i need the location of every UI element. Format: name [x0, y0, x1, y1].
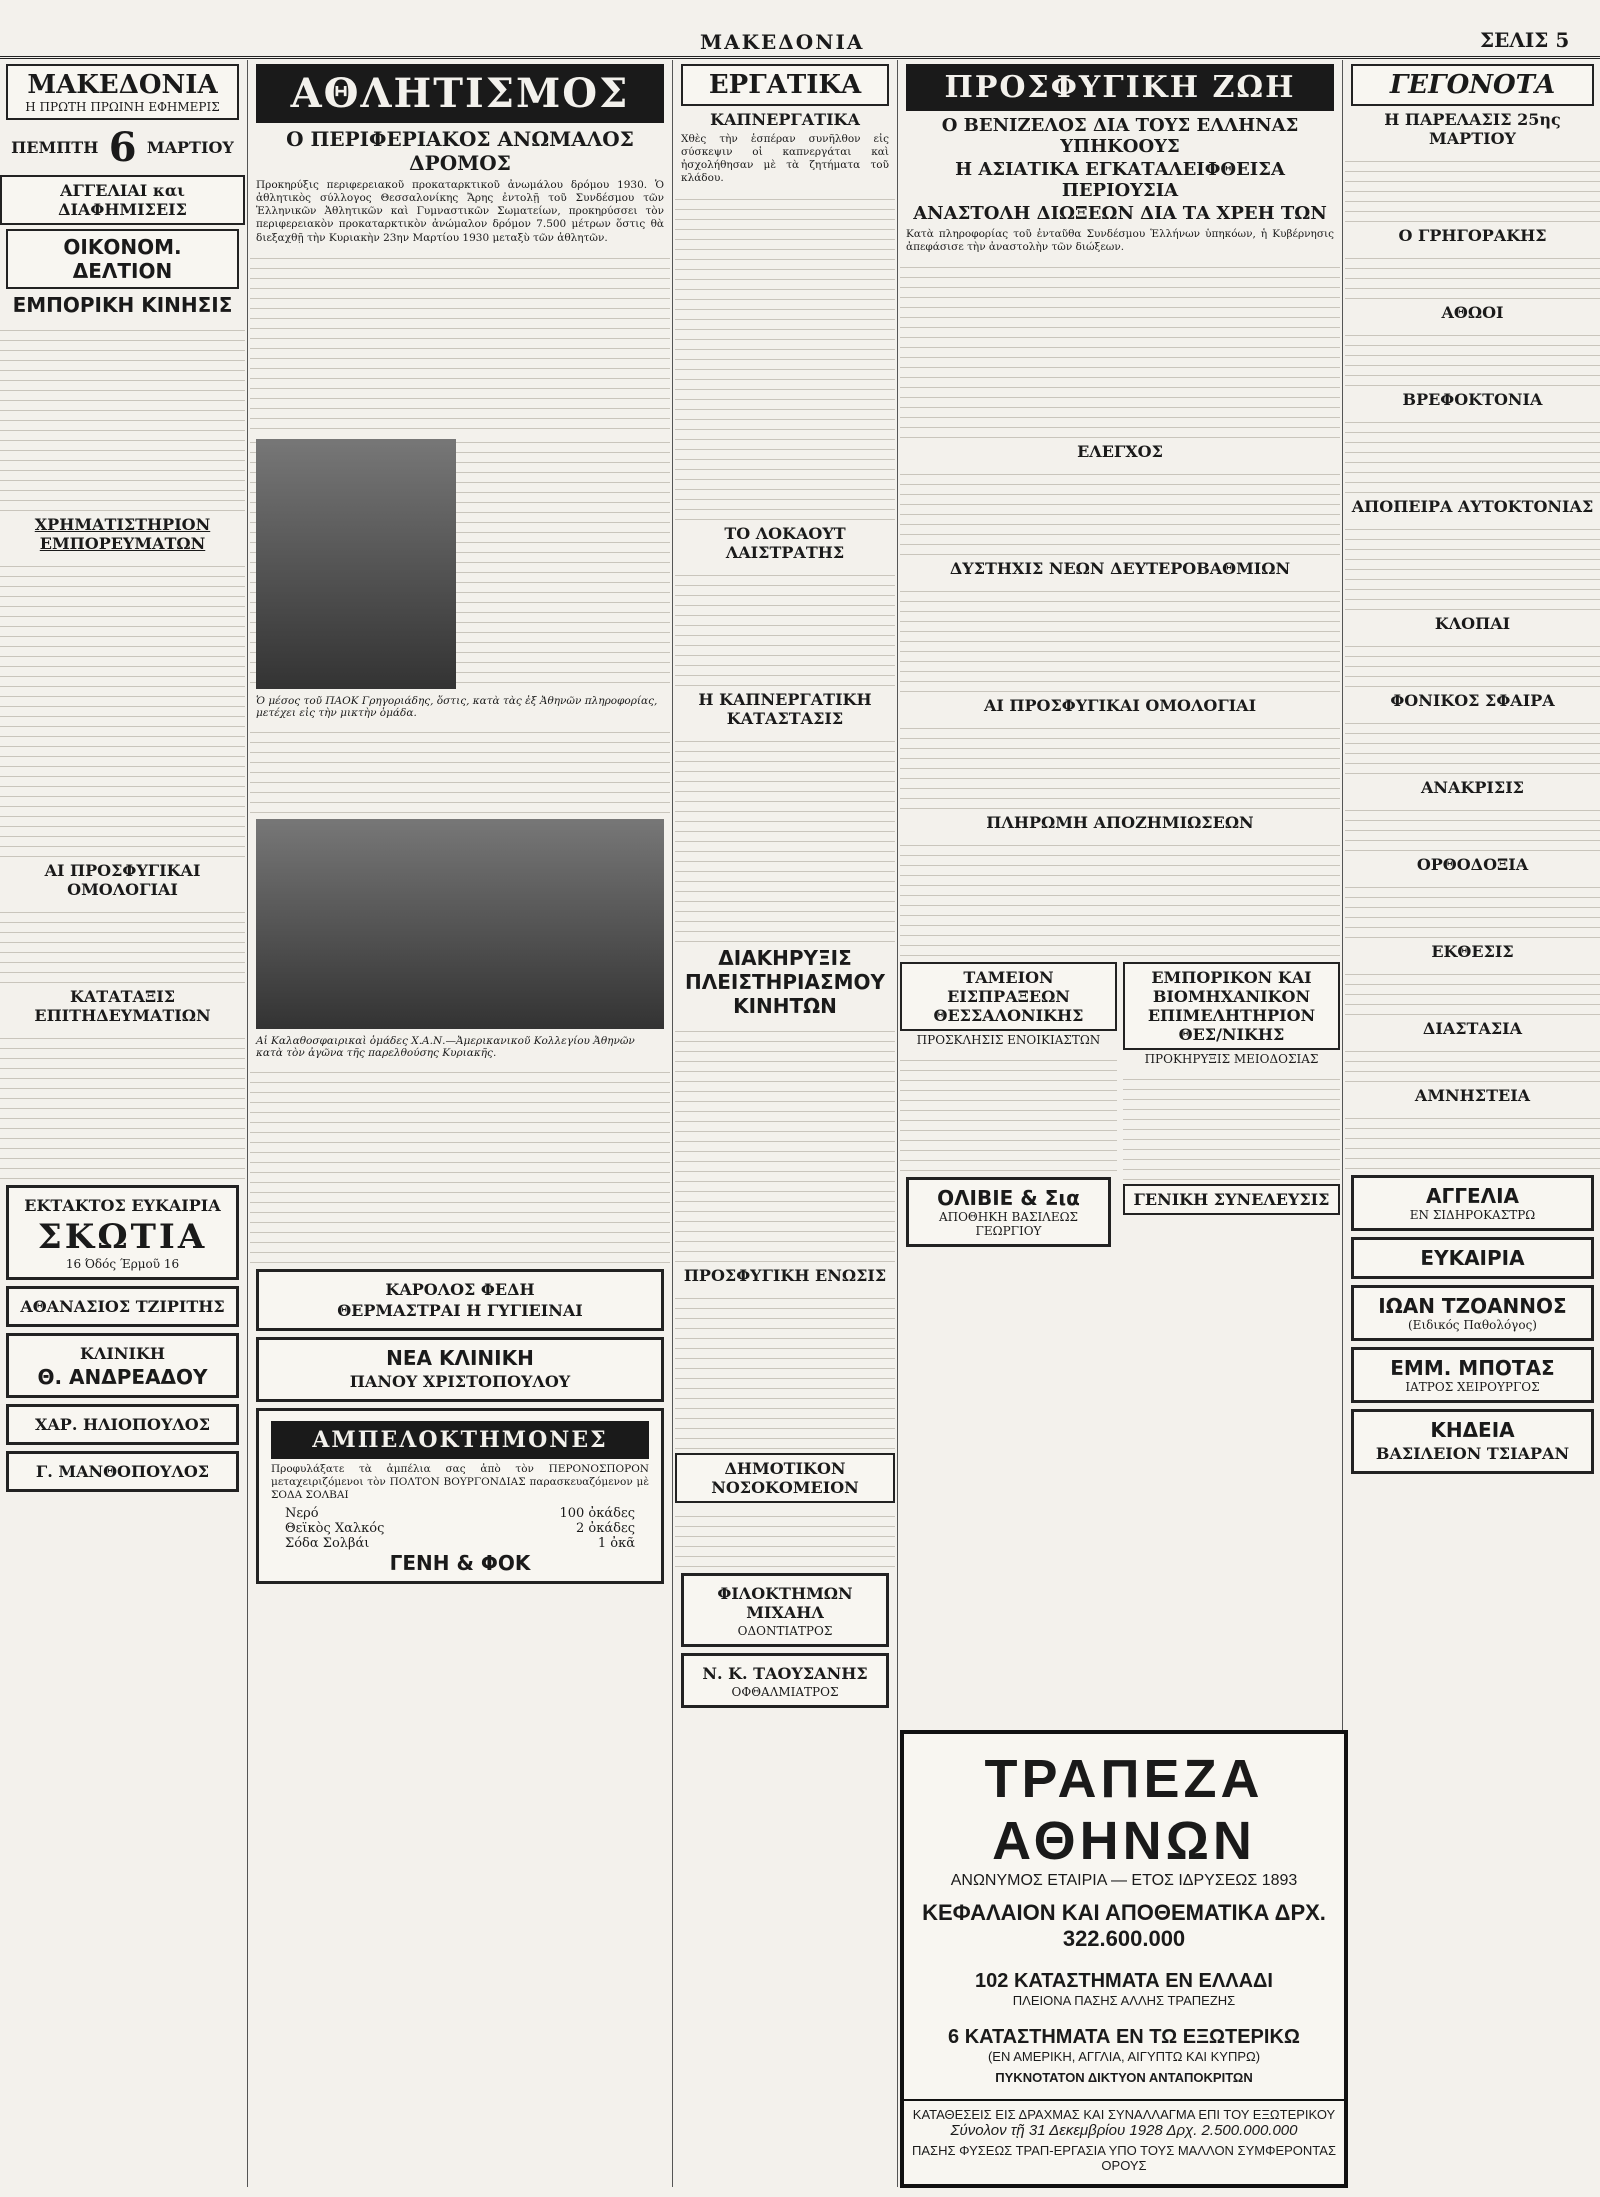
compensation-heading: ΠΛΗΡΩΜΗ ΑΠΟΖΗΜΙΩΣΕΩΝ	[986, 813, 1254, 833]
body-text	[0, 903, 245, 983]
recipe-value: 2 ὀκάδες	[576, 1521, 635, 1536]
treasury-heading: ΤΑΜΕΙΟΝ ΕΙΣΠΡΑΞΕΩΝ ΘΕΣΣΑΛΟΝΙΚΗΣ	[900, 962, 1117, 1031]
body-text	[1345, 520, 1600, 610]
funeral-name: ΒΑΣΙΛΕΙΟΝ ΤΣΙΑΡΑΝ	[1375, 1444, 1570, 1463]
olivie-name: ΟΛΙΒΙΕ & Σια	[937, 1186, 1080, 1211]
recipe-value: 1 ὀκᾶ	[597, 1536, 635, 1551]
bank-footer: ΠΑΣΗΣ ΦΥΣΕΩΣ ΤΡΑΠ-ΕΡΓΑΣΙΑ ΥΠΟ ΤΟΥΣ ΜΑΛΛΟΝ ΣΥΜΦΕΡΟΝΤΑΣ ΟΡΟΥΣ	[912, 2143, 1336, 2173]
bank-advertisement	[900, 1730, 1348, 2188]
body-text	[675, 566, 895, 686]
funeral-notice	[1351, 1409, 1594, 1474]
body-text	[250, 1063, 670, 1263]
player-photo	[256, 439, 456, 689]
body-text	[675, 190, 895, 520]
body-text	[1345, 878, 1600, 938]
labor-section-title: ΕΡΓΑΤΙΚΑ	[681, 64, 889, 106]
body-text	[675, 1289, 895, 1449]
tzoannos-role: (Ειδικός Παθολόγος)	[1408, 1318, 1537, 1332]
bonds-heading: ΑΙ ΠΡΟΣΦΥΓΙΚΑΙ ΟΜΟΛΟΓΙΑΙ	[983, 696, 1257, 716]
bank-deposits: ΚΑΤΑΘΕΣΕΙΣ ΕΙΣ ΔΡΑΧΜΑΣ ΚΑΙ ΣΥΝΑΛΛΑΓΜΑ ΕΠΙ ΤΟΥ ΕΞΩΤΕΡΙΚΟΥ	[904, 2099, 1344, 2122]
labor-subheading: ΚΑΠΝΕΡΓΑΤΙΚΑ	[710, 110, 860, 129]
article-body: Κατὰ πληροφορίας τοῦ ἐνταῦθα Συνδέσμου Ἑλλήνων ὑπηκόων, ἡ Κυβέρνησις ἀπεφάσισε τὴν ἀναστολὴν τῶν διώξεων.	[906, 228, 1334, 254]
michael-role: ΟΔΟΝΤΙΑΤΡΟΣ	[737, 1623, 833, 1638]
column-2	[250, 60, 670, 2187]
bank-branches-greece-sub: ΠΛΕΙΟΝΑ ΠΑΣΗΣ ΑΛΛΗΣ ΤΡΑΠΕΖΗΣ	[1012, 1993, 1236, 2008]
bank-branches-greece: 102 ΚΑΤΑΣΤΗΜΑΤΑ ΕΝ ΕΛΛΑΔΙ	[975, 1970, 1273, 1992]
body-text	[1345, 1042, 1600, 1082]
event-heading: ΦΟΝΙΚΟΣ ΣΦΑΙΡΑ	[1390, 691, 1555, 710]
event-heading: ΚΛΟΠΑΙ	[1434, 614, 1511, 633]
body-text	[900, 836, 1340, 956]
dentist-name: ΑΘΑΝΑΣΙΟΣ ΤΖΙΡΙΤΗΣ	[20, 1297, 225, 1316]
body-text	[900, 582, 1340, 692]
bank-title: ΤΡΑΠΕΖΑ ΑΘΗΝΩΝ	[984, 1749, 1264, 1871]
tobacco-heading: Η ΚΑΠΝΕΡΓΑΤΙΚΗ ΚΑΤΑΣΤΑΣΙΣ	[698, 689, 872, 728]
recipe-item: Σόδα Σολβάι	[285, 1536, 370, 1551]
ad-main: ΣΚΩΤΙΑ	[37, 1217, 208, 1257]
vine-recipe	[265, 1506, 655, 1551]
mpotas-name: ΕΜΜ. ΜΠΟΤΑΣ	[1390, 1356, 1555, 1380]
event-heading: ΕΚΘΕΣΙΣ	[1431, 942, 1514, 961]
column-divider	[247, 60, 248, 2187]
chamber-notice	[1123, 960, 1340, 1253]
event-heading: Η ΠΑΡΕΛΑΣΙΣ 25ης ΜΑΡΤΙΟΥ	[1384, 110, 1561, 148]
doctor-name: ΧΑΡ. ΗΛΙΟΠΟΥΛΟΣ	[34, 1415, 211, 1434]
tzoannos-name: ΙΩΑΝ ΤΖΟΑΝΝΟΣ	[1378, 1294, 1567, 1318]
taousanis-role: ΟΦΘΑΛΜΙΑΤΡΟΣ	[731, 1684, 839, 1699]
recipe-item: Θεϊκὸς Χαλκός	[285, 1521, 385, 1536]
notices-row	[900, 960, 1340, 1253]
column-5	[1345, 60, 1600, 2187]
body-text	[675, 732, 895, 942]
chamber-sub: ΠΡΟΚΗΡΥΞΙΣ ΜΕΙΟΔΟΣΙΑΣ	[1144, 1052, 1319, 1067]
bank-branches-abroad-sub: (ΕΝ ΑΜΕΡΙΚΗ, ΑΓΓΛΙΑ, ΑΙΓΥΠΤΩ ΚΑΙ ΚΥΠΡΩ)	[987, 2049, 1261, 2064]
opportunity-title: ΕΥΚΑΙΡΙΑ	[1420, 1246, 1525, 1270]
column-1	[0, 60, 245, 2187]
refugee-life-title: ΠΡΟΣΦΥΓΙΚΗ ΖΩΗ	[906, 64, 1334, 111]
body-text	[0, 1029, 245, 1179]
event-heading: ΑΠΟΠΕΙΡΑ ΑΥΤΟΚΤΟΝΙΑΣ	[1351, 497, 1594, 516]
body-text	[1345, 152, 1600, 222]
body-text	[1345, 801, 1600, 851]
body-text	[250, 723, 670, 813]
general-assembly: ΓΕΝΙΚΗ ΣΥΝΕΛΕΥΣΙΣ	[1123, 1184, 1340, 1215]
bank-total: Σύνολον τῇ 31 Δεκεμβρίου 1928 Δρχ. 2.500.000.000	[950, 2122, 1298, 2139]
dateline	[6, 124, 239, 171]
body-text	[675, 1022, 895, 1262]
event-heading: ΑΘΩΟΙ	[1441, 303, 1504, 322]
notice-sub: ΕΝ ΣΙΔΗΡΟΚΑΣΤΡΩ	[1409, 1208, 1536, 1222]
nea-clinic-ad	[256, 1337, 664, 1402]
clinic-name: Θ. ΑΝΔΡΕΑΔΟΥ	[37, 1365, 208, 1389]
body-text	[900, 719, 1340, 809]
body-text	[1345, 326, 1600, 386]
event-heading: ΑΜΝΗΣΤΕΙΑ	[1414, 1086, 1531, 1105]
control-heading: ΕΛΕΓΧΟΣ	[1077, 442, 1163, 462]
michael-ad	[681, 1573, 889, 1647]
taousanis-ad	[681, 1653, 889, 1708]
funeral-title: ΚΗΔΕΙΑ	[1430, 1418, 1515, 1442]
chamber-heading: ΕΜΠΟΡΙΚΟΝ ΚΑΙ ΒΙΟΜΗΧΑΝΙΚΟΝ ΕΠΙΜΕΛΗΤΗΡΙΟΝ ΘΕΣ/ΝΙΚΗΣ	[1123, 962, 1340, 1050]
paper-subtitle: Η ΠΡΩΤΗ ΠΡΩΙΝΗ ΕΦΗΜΕΡΙΣ	[25, 100, 220, 114]
exchange-heading: ΧΡΗΜΑΤΙΣΤΗΡΙΟΝ ΕΜΠΟΡΕΥΜΑΤΩΝ	[34, 515, 211, 553]
karolos-title: ΚΑΡΟΛΟΣ ΦΕΔΗ	[385, 1279, 535, 1299]
ads-box: ΑΓΓΕΛΙΑΙ και ΔΙΑΦΗΜΙΣΕΙΣ	[0, 175, 245, 225]
event-heading: ΒΡΕΦΟΚΤΟΝΙΑ	[1402, 390, 1543, 409]
secondary-heading: ΔΥΣΤΗΧΙΣ ΝΕΩΝ ΔΕΥΤΕΡΟΒΑΘΜΙΩΝ	[949, 559, 1291, 579]
surgeon-name: Γ. ΜΑΝΘΟΠΟΥΛΟΣ	[35, 1462, 210, 1481]
event-heading: ΑΝΑΚΡΙΣΙΣ	[1421, 778, 1524, 797]
vine-text: Προφυλάξατε τὰ ἀμπέλια σας ἀπὸ τὸν ΠΕΡΟΝΟΣΠΟΡΟΝ μεταχειριζόμενοι τὸν ΠΟΛΤΟΝ ΒΟΥΡΓΟΝΔΙΑΣ παρασκευαζόμενον μὲ ΣΟΔΑ ΣΟΛΒΑΙ	[271, 1462, 649, 1501]
karolos-sub: ΘΕΡΜΑΣΤΡΑΙ Η ΓΥΓΙΕΙΝΑΙ	[337, 1300, 583, 1320]
lockout-heading: ΤΟ ΛΟΚΑΟΥΤ ΛΑΙΣΤΡΑΤΗΣ	[724, 523, 846, 562]
month: ΜΑΡΤΙΟΥ	[146, 138, 234, 157]
surgeon-ad	[6, 1451, 239, 1492]
recipe-item: Νερό	[285, 1506, 319, 1521]
column-divider	[672, 60, 673, 2187]
team-caption: Αἱ Καλαθοσφαιρικαὶ ὁμάδες Χ.Α.Ν.—Ἀμερικανικοῦ Κολλεγίου Ἀθηνῶν κατὰ τὸν ἀγῶνα τῆς παρελθούσης Κυριακῆς.	[256, 1034, 635, 1059]
body-text	[900, 465, 1340, 555]
clinic-ad	[6, 1333, 239, 1398]
headline-2: Η ΑΣΙΑΤΙΚΑ ΕΓΚΑΤΑΛΕΙΦΘΕΙΣΑ ΠΕΡΙΟΥΣΙΑ	[955, 159, 1285, 201]
olivie-sub: ΑΠΟΘΗΚΗ ΒΑΣΙΛΕΩΣ ΓΕΩΡΓΙΟΥ	[938, 1210, 1079, 1239]
body-text	[1345, 1109, 1600, 1169]
notice-title: ΑΓΓΕΛΙΑ	[1425, 1184, 1520, 1208]
body-text	[900, 258, 1340, 438]
notice-ad	[1351, 1175, 1594, 1231]
refugee-union-heading: ΠΡΟΣΦΥΓΙΚΗ ΕΝΩΣΙΣ	[683, 1265, 887, 1285]
body-text	[1345, 965, 1600, 1015]
vine-ad	[256, 1408, 664, 1584]
event-heading: ΔΙΑΣΤΑΣΙΑ	[1422, 1019, 1523, 1038]
body-text	[0, 557, 245, 857]
nea-clinic-doctor: ΠΑΝΟΥ ΧΡΙΣΤΟΠΟΥΛΟΥ	[349, 1371, 571, 1391]
running-masthead: ΜΑΚΕΔΟΝΙΑ	[700, 30, 865, 54]
bank-sub: ΑΝΩΝΥΜΟΣ ΕΤΑΙΡΙΑ — ΕΤΟΣ ΙΔΡΥΣΕΩΣ 1893	[950, 1872, 1298, 1889]
nea-clinic-title: ΝΕΑ ΚΛΙΝΙΚΗ	[386, 1345, 534, 1370]
body-text	[675, 1507, 895, 1567]
olivie-ad	[906, 1177, 1111, 1247]
tzoannos-ad	[1351, 1285, 1594, 1341]
body-text	[1123, 1070, 1340, 1180]
sports-headline: Ο ΠΕΡΙΦΕΡΙΑΚΟΣ ΑΝΩΜΑΛΟΣ ΔΡΟΜΟΣ	[286, 127, 634, 175]
body-text	[1345, 249, 1600, 299]
column-3	[675, 60, 895, 2187]
karolos-ad	[256, 1269, 664, 1331]
hospital-heading: ΔΗΜΟΤΙΚΟΝ ΝΟΣΟΚΟΜΕΙΟΝ	[675, 1453, 895, 1503]
event-heading: ΟΡΘΟΔΟΞΙΑ	[1416, 855, 1529, 874]
tender-heading: ΔΙΑΚΗΡΥΞΙΣ ΠΛΕΙΣΤΗΡΙΑΣΜΟΥ ΚΙΝΗΤΩΝ	[685, 945, 885, 1018]
mpotas-ad	[1351, 1347, 1594, 1403]
body-text	[1345, 413, 1600, 493]
event-heading: Ο ΓΡΗΓΟΡΑΚΗΣ	[1398, 226, 1547, 245]
headline-3: ΑΝΑΣΤΟΛΗ ΔΙΩΞΕΩΝ ΔΙΑ ΤΑ ΧΡΕΗ ΤΩΝ	[913, 203, 1327, 224]
professions-heading: ΚΑΤΑΤΑΞΙΣ ΕΠΙΤΗΔΕΥΜΑΤΙΩΝ	[34, 987, 211, 1025]
column-divider	[897, 60, 898, 2187]
body-text	[250, 249, 670, 429]
team-photo	[256, 819, 664, 1029]
weekday: ΠΕΜΠΤΗ	[11, 138, 99, 157]
ad-top: ΕΚΤΑΚΤΟΣ ΕΥΚΑΙΡΙΑ	[24, 1196, 221, 1215]
body-text	[1345, 714, 1600, 774]
page-number: ΣΕΛΙΣ 5	[1480, 28, 1570, 52]
day-number: 6	[108, 124, 137, 171]
sports-body: Προκηρύξις περιφερειακοῦ προκαταρκτικοῦ ἀνωμάλου δρόμου 1930. Ὁ ἀθλητικὸς σύλλογος Θεσσαλονίκης Ἄρης ἐντολῇ τοῦ Συνδέσμου τῶν Ἑλληνικῶν Ἀθλητικῶν καὶ Γυμναστικῶν Σωματείων, προκηρύσσει τὸν περιφερειακὸν προκαταρκτικὸν ἀνώμαλον δρόμον 7.500 μέτρων ὅστις θὰ διεξαχθῇ τὴν Κυριακὴν 23ην Μαρτίου 1930 μεταξὺ τῶν ἀθλητῶν.	[256, 179, 664, 244]
trade-heading: ΕΜΠΟΡΙΚΗ ΚΙΝΗΣΙΣ	[12, 293, 233, 317]
body-text	[900, 1051, 1117, 1171]
sports-section-title: ΑΘΛΗΤΙΣΜΟΣ	[256, 64, 664, 123]
taousanis-name: Ν. Κ. ΤΑΟΥΣΑΝΗΣ	[702, 1663, 868, 1683]
scotland-ad	[6, 1185, 239, 1280]
bank-capital: ΚΕΦΑΛΑΙΟΝ ΚΑΙ ΑΠΟΘΕΜΑΤΙΚΑ ΔΡΧ. 322.600.000	[922, 1900, 1326, 1951]
body-text	[0, 321, 245, 511]
body-text	[1345, 637, 1600, 687]
mpotas-role: ΙΑΤΡΟΣ ΧΕΙΡΟΥΡΓΟΣ	[1405, 1380, 1540, 1394]
doctor-ad	[6, 1404, 239, 1445]
vine-footer: ΓΕΝΗ & ΦΟΚ	[389, 1551, 531, 1575]
michael-name: ΦΙΛΟΚΤΗΜΩΝ ΜΙΧΑΗΛ	[717, 1583, 853, 1622]
nameplate	[6, 64, 239, 120]
ad-sub: 16 Όδός Έρμοῦ 16	[65, 1257, 180, 1271]
paper-title: ΜΑΚΕΔΟΝΙΑ	[27, 70, 218, 100]
bank-network: ΠΥΚΝΟΤΑΤΟΝ ΔΙΚΤΥΟΝ ΑΝΤΑΠΟΚΡΙΤΩΝ	[995, 2070, 1253, 2085]
treasury-sub: ΠΡΟΣΚΛΗΣΙΣ ΕΝΟΙΚΙΑΣΤΩΝ	[916, 1033, 1101, 1048]
opportunity-ad	[1351, 1237, 1594, 1279]
recipe-value: 100 ὀκάδες	[559, 1506, 635, 1521]
treasury-notice	[900, 960, 1117, 1253]
dentist-ad	[6, 1286, 239, 1327]
vine-title: ΑΜΠΕΛΟΚΤΗΜΟΝΕΣ	[271, 1421, 649, 1459]
labor-body: Χθὲς τὴν ἑσπέραν συνῆλθον εἰς σύσκεψιν οἱ καπνεργάται καὶ ἠσχολήθησαν μὲ τὰ ζητήματα τοῦ κλάδου.	[681, 133, 889, 185]
player-caption: Ὁ μέσος τοῦ ΠΑΟΚ Γρηγοριάδης, ὅστις, κατὰ τὰς ἐξ Ἀθηνῶν πληροφορίας, μετέχει εἰς τὴν μικτὴν ὁμάδα.	[256, 694, 658, 719]
bank-branches-abroad: 6 ΚΑΤΑΣΤΗΜΑΤΑ ΕΝ ΤΩ ΕΞΩΤΕΡΙΚΩ	[948, 2026, 1300, 2048]
economic-heading: ΟΙΚΟΝΟΜ. ΔΕΛΤΙΟΝ	[6, 229, 239, 289]
top-rule	[0, 0, 1600, 59]
refugee-heading: ΑΙ ΠΡΟΣΦΥΓΙΚΑΙ ΟΜΟΛΟΓΙΑΙ	[44, 861, 201, 899]
events-section-title: ΓΕΓΟΝΟΤΑ	[1351, 64, 1594, 106]
clinic-title: ΚΛΙΝΙΚΗ	[80, 1344, 165, 1363]
column-4	[900, 60, 1340, 1717]
headline-1: Ο ΒΕΝΙΖΕΛΟΣ ΔΙΑ ΤΟΥΣ ΕΛΛΗΝΑΣ ΥΠΗΚΟΟΥΣ	[941, 115, 1299, 157]
